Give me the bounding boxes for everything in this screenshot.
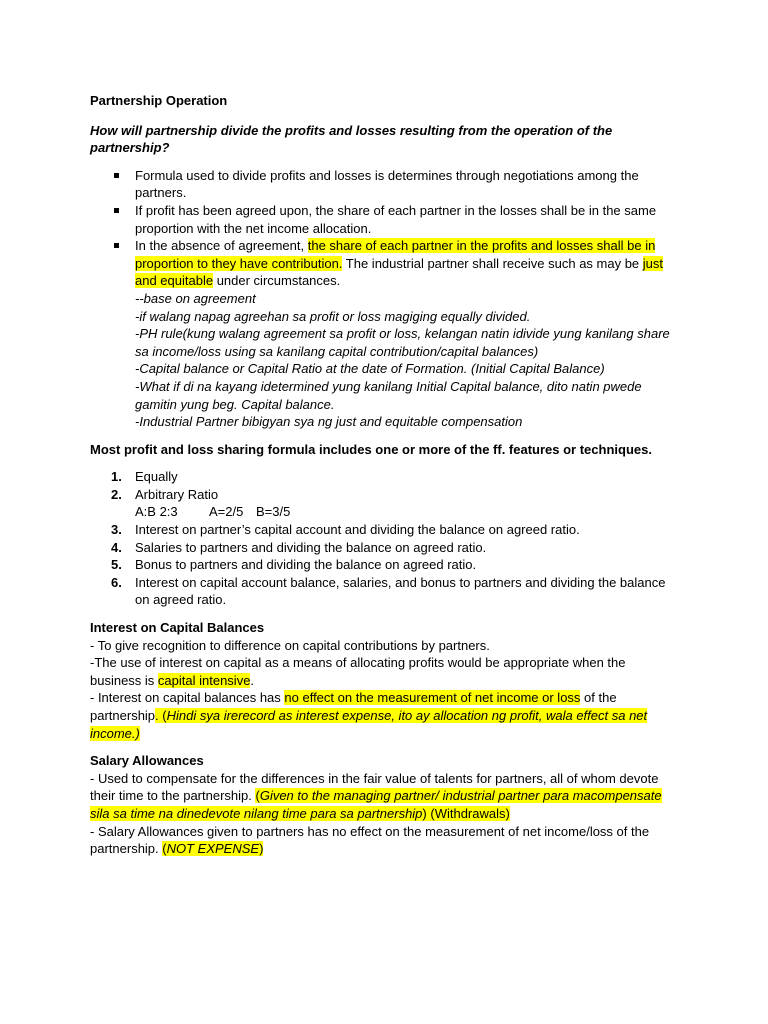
note-line: -What if di na kayang idetermined yung kanilang Initial Capital balance, dito natin pwede gamitin yung beg. Capital balance. <box>135 378 642 412</box>
salary-heading: Salary Allowances <box>90 753 204 769</box>
interest-heading: Interest on Capital Balances <box>90 620 265 636</box>
highlighted-text: ) (Withdrawals) <box>422 805 510 821</box>
ratio-line <box>135 503 680 521</box>
salary-paragraph <box>90 770 680 823</box>
highlighted-text: ) <box>259 841 264 857</box>
document-body <box>90 92 680 858</box>
list-text: Bonus to partners and dividing the balance on agreed ratio. <box>135 557 477 573</box>
highlighted-italic-text: Given to the managing partner/ industrial partner para macompensate sila sa time na dinedevote nilang time para sa partnership <box>90 788 662 821</box>
note-line: -PH rule(kung walang agreement sa profit or loss, kelangan natin idivide yung kanilang share sa income/loss using sa kanilang capital contribution/capital balances) <box>135 326 670 359</box>
notes-block <box>135 290 680 431</box>
list-number: 3. <box>111 522 122 538</box>
bullet-item <box>90 237 680 431</box>
interest-paragraph <box>90 654 680 689</box>
note-line: -Industrial Partner bibigyan sya ng just and equitable compensation <box>135 414 523 430</box>
bullet-list <box>90 167 680 431</box>
highlighted-text: capital intensive <box>157 672 251 688</box>
bullet-text: Formula used to divide profits and losses is determines through negotiations among the partners. <box>135 167 639 201</box>
highlighted-text: ( <box>162 841 167 857</box>
list-number: 2. <box>111 486 122 502</box>
list-item <box>90 539 680 557</box>
bullet-text: The industrial partner shall receive such as may be <box>342 255 643 271</box>
list-text: Arbitrary Ratio <box>135 486 219 502</box>
salary-paragraph <box>90 823 680 858</box>
bullet-text: under circumstances. <box>213 273 341 289</box>
highlighted-italic-text: Hindi sya irerecord as interest expense, ito ay allocation ng profit, wala effect sa net income.) <box>90 708 648 741</box>
bullet-text: If profit has been agreed upon, the share of each partner in the losses shall be in the same proportion with the net income allocation. <box>135 202 657 236</box>
list-number: 5. <box>111 557 122 573</box>
highlighted-text: the share of each partner in the profits and losses shall be in proportion to they have contribution. <box>135 238 656 271</box>
ratio-text: A:B 2:3 <box>135 504 178 520</box>
highlighted-text: ( <box>255 788 260 804</box>
list-number: 6. <box>111 574 122 590</box>
paragraph-text: - Interest on capital balances has <box>90 690 285 706</box>
highlighted-text: just and equitable <box>135 255 664 289</box>
bullet-item <box>90 202 680 237</box>
note-line: --base on agreement <box>135 290 256 306</box>
list-item <box>90 574 680 609</box>
ratio-text: B=3/5 <box>256 504 291 520</box>
bullet-item <box>90 167 680 202</box>
features-list <box>90 468 680 609</box>
page-title: Partnership Operation <box>90 93 228 108</box>
list-text: Interest on capital account balance, salaries, and bonus to partners and dividing the balance on agreed ratio. <box>135 574 666 608</box>
list-item <box>90 468 680 486</box>
section-question: How will partnership divide the profits and losses resulting from the operation of the partnership? <box>90 122 613 156</box>
note-line: -if walang napag agreehan sa profit or loss magiging equally divided. <box>135 308 531 324</box>
list-item <box>90 486 680 521</box>
highlighted-italic-text: NOT EXPENSE <box>166 841 260 857</box>
list-number: 4. <box>111 539 122 555</box>
list-text: Interest on partner’s capital account and dividing the balance on agreed ratio. <box>135 522 580 538</box>
highlighted-text: no effect on the measurement of net income or loss <box>284 690 581 706</box>
paragraph-text: - Salary Allowances given to partners has no effect on the measurement of net income/loss of the partnership. <box>90 823 650 857</box>
list-text: Equally <box>135 469 178 485</box>
interest-paragraph <box>90 689 680 742</box>
paragraph-text: - To give recognition to difference on capital contributions by partners. <box>90 637 490 653</box>
note-line: -Capital balance or Capital Ratio at the date of Formation. (Initial Capital Balance) <box>135 361 605 377</box>
list-item <box>90 556 680 574</box>
highlighted-text: . ( <box>155 708 167 723</box>
paragraph-text: of the partnership <box>90 690 617 723</box>
features-heading: Most profit and loss sharing formula includes one or more of the ff. features or techniques. <box>90 441 652 457</box>
ratio-text: A=2/5 <box>209 504 244 520</box>
list-item <box>90 521 680 539</box>
interest-paragraph <box>90 637 680 655</box>
paragraph-text: . <box>250 672 255 688</box>
list-text: Salaries to partners and dividing the balance on agreed ratio. <box>135 539 487 555</box>
bullet-text: In the absence of agreement, <box>135 238 308 254</box>
list-number: 1. <box>111 469 122 485</box>
paragraph-text: -The use of interest on capital as a means of allocating profits would be appropriate when the business is <box>90 655 626 688</box>
paragraph-text: - Used to compensate for the differences in the fair value of talents for partners, all of whom devote their time to the partnership. <box>90 770 659 804</box>
